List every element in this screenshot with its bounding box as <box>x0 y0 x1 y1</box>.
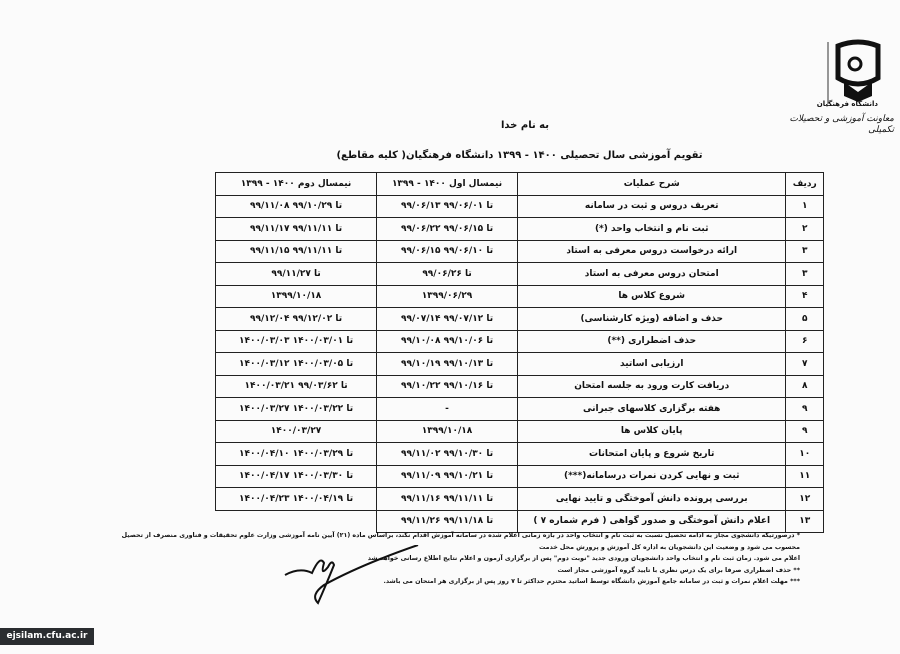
row-number-cell: ۲ <box>786 218 824 241</box>
first-semester-cell: ۹۹/۰۷/۱۴ تا ۹۹/۰۷/۱۲ <box>377 308 518 331</box>
description-cell: حذف اضطراری (**) <box>517 330 786 353</box>
description-cell: تعریف دروس و ثبت در سامانه <box>517 195 786 218</box>
row-number-cell: ۵ <box>786 308 824 331</box>
first-semester-cell: ۱۳۹۹/۱۰/۱۸ <box>377 420 518 443</box>
row-number-cell: ۱۳ <box>786 510 824 533</box>
first-semester-cell: ۹۹/۱۰/۲۲ تا ۹۹/۱۰/۱۶ <box>377 375 518 398</box>
first-semester-cell: ۹۹/۱۱/۲۶ تا ۹۹/۱۱/۱۸ <box>377 510 518 533</box>
footnote: اعلام می شود. زمان ثبت نام و انتخاب واحد دانشجویان ورودی جدید "نوبت دوم" پس از برگزاری آزمون و اعلام نتایج اطلاع رسانی خواهد شد <box>367 555 800 562</box>
description-cell: تاریخ شروع و پایان امتحانات <box>517 443 786 466</box>
footnote: *** مهلت اعلام نمرات و ثبت در سامانه جامع آموزش دانشگاه توسط اساتید محترم حداکثر تا ۷ روز پس از برگزاری هر امتحان می باشد. <box>383 578 800 585</box>
second-semester-cell: ۱۴۰۰/۰۳/۲۱ تا ۹۹/۰۳/۶۲ <box>216 375 377 398</box>
description-cell: بررسی پرونده دانش آموختگی و تایید نهایی <box>517 488 786 511</box>
row-number-cell: ۶ <box>786 330 824 353</box>
table-row <box>216 285 824 308</box>
first-semester-cell: - <box>377 398 518 421</box>
row-number-cell: ۹ <box>786 398 824 421</box>
first-semester-cell: ۹۹/۱۰/۱۹ تا ۹۹/۱۰/۱۳ <box>377 353 518 376</box>
description-cell: هفته برگزاری کلاسهای جبرانی <box>517 398 786 421</box>
table-row <box>216 240 824 263</box>
basmala-heading: به نام خدا <box>500 120 550 131</box>
description-cell: ارزیابی اساتید <box>517 353 786 376</box>
description-cell: دریافت کارت ورود به جلسه امتحان <box>517 375 786 398</box>
academic-calendar-table <box>215 172 824 533</box>
second-semester-cell: ۹۹/۱۱/۲۷ تا <box>216 263 377 286</box>
first-semester-cell: ۹۹/۰۶/۱۵ تا ۹۹/۰۶/۱۰ <box>377 240 518 263</box>
table-row <box>216 488 824 511</box>
second-semester-cell: ۹۹/۱۱/۱۵ تا ۹۹/۱۱/۱۱ <box>216 240 377 263</box>
table-row <box>216 195 824 218</box>
first-semester-cell: ۱۳۹۹/۰۶/۲۹ <box>377 285 518 308</box>
table-row <box>216 443 824 466</box>
description-cell: امتحان دروس معرفی به استاد <box>517 263 786 286</box>
first-semester-cell: ۹۹/۱۱/۱۶ تا ۹۹/۱۱/۱۱ <box>377 488 518 511</box>
description-cell: ارائه درخواست دروس معرفی به استاد <box>517 240 786 263</box>
description-cell: اعلام دانش آموختگی و صدور گواهی ( فرم شماره ۷ ) <box>517 510 786 533</box>
second-semester-cell: ۱۴۰۰/۰۳/۲۷ <box>216 420 377 443</box>
second-semester-cell: ۱۳۹۹/۱۰/۱۸ <box>216 285 377 308</box>
description-cell: ثبت و نهایی کردن نمرات درسامانه(***) <box>517 465 786 488</box>
second-semester-cell: ۹۹/۱۱/۰۸ تا ۹۹/۱۰/۲۹ <box>216 195 377 218</box>
second-semester-cell: ۱۴۰۰/۰۴/۲۳ تا ۱۴۰۰/۰۴/۱۹ <box>216 488 377 511</box>
description-cell: ثبت نام و انتخاب واحد (*) <box>517 218 786 241</box>
footnotes <box>100 530 800 588</box>
table-row <box>216 398 824 421</box>
table-row <box>216 353 824 376</box>
table-row <box>216 330 824 353</box>
table-header-row <box>216 173 824 196</box>
row-number-cell: ۷ <box>786 353 824 376</box>
first-semester-cell: ۹۹/۱۱/۰۹ تا ۹۹/۱۰/۲۱ <box>377 465 518 488</box>
header-first-semester: نیمسال اول ۱۴۰۰ - ۱۳۹۹ <box>377 173 518 196</box>
table-row <box>216 420 824 443</box>
watermark: ejsilam.cfu.ac.ir <box>0 628 94 645</box>
footnote: * درصورتیکه دانشجوی مجاز به ادامه تحصیل نسبت به ثبت نام و انتخاب واحد در بازه زمانی اعلام شده در سامانه آموزش اقدام نکند، براساس ماده (۲۱) آیین نامه آموزشی وزارت علوم تحقیقات و فناوری منصرف از تحصیل محسوب می شود و وضعیت این دانشجویان به اداره کل آموزش و پرورش محل خدمت <box>121 532 800 551</box>
table-row <box>216 465 824 488</box>
row-number-cell: ۹ <box>786 420 824 443</box>
description-cell: حذف و اضافه (ویژه کارشناسی) <box>517 308 786 331</box>
description-cell: پایان کلاس ها <box>517 420 786 443</box>
row-number-cell: ۱۲ <box>786 488 824 511</box>
footnote: ** حذف اضطراری صرفا برای یک درس نظری با تایید گروه آموزشی مجاز است <box>557 566 800 574</box>
table-row <box>216 375 824 398</box>
first-semester-cell: ۹۹/۰۶/۲۶ تا <box>377 263 518 286</box>
first-semester-cell: ۹۹/۰۶/۱۳ تا ۹۹/۰۶/۰۱ <box>377 195 518 218</box>
second-semester-cell: ۱۴۰۰/۰۳/۲۷ تا ۱۴۰۰/۰۳/۲۲ <box>216 398 377 421</box>
second-semester-cell: ۱۴۰۰/۰۴/۱۰ تا ۱۴۰۰/۰۳/۲۹ <box>216 443 377 466</box>
header-row-number: ردیف <box>786 173 824 196</box>
row-number-cell: ۱ <box>786 195 824 218</box>
table-row <box>216 263 824 286</box>
row-number-cell: ۴ <box>786 285 824 308</box>
second-semester-cell: ۱۴۰۰/۰۴/۱۷ تا ۱۴۰۰/۰۳/۳۰ <box>216 465 377 488</box>
logo-department-name: معاونت آموزشی و تحصیلات تکمیلی <box>789 114 894 135</box>
second-semester-cell: ۱۴۰۰/۰۳/۱۲ تا ۱۴۰۰/۰۳/۰۵ <box>216 353 377 376</box>
signature <box>280 545 420 605</box>
row-number-cell: ۱۰ <box>786 443 824 466</box>
header-description: شرح عملیات <box>517 173 786 196</box>
row-number-cell: ۱۱ <box>786 465 824 488</box>
description-cell: شروع کلاس ها <box>517 285 786 308</box>
first-semester-cell: ۹۹/۱۰/۰۸ تا ۹۹/۱۰/۰۶ <box>377 330 518 353</box>
first-semester-cell: ۹۹/۱۱/۰۲ تا ۹۹/۱۰/۳۰ <box>377 443 518 466</box>
logo-university-name: دانشگاه فرهنگیان <box>816 100 878 108</box>
table-row <box>216 218 824 241</box>
header-second-semester: نیمسال دوم ۱۴۰۰ - ۱۳۹۹ <box>216 173 377 196</box>
table-row <box>216 308 824 331</box>
row-number-cell: ۸ <box>786 375 824 398</box>
second-semester-cell: ۱۴۰۰/۰۳/۰۳ تا ۱۴۰۰/۰۳/۰۱ <box>216 330 377 353</box>
second-semester-cell: ۹۹/۱۲/۰۴ تا ۹۹/۱۲/۰۲ <box>216 308 377 331</box>
first-semester-cell: ۹۹/۰۶/۲۲ تا ۹۹/۰۶/۱۵ <box>377 218 518 241</box>
row-number-cell: ۳ <box>786 240 824 263</box>
row-number-cell: ۳ <box>786 263 824 286</box>
second-semester-cell: ۹۹/۱۱/۱۷ تا ۹۹/۱۱/۱۱ <box>216 218 377 241</box>
document-title: تقویم آموزشی سال تحصیلی ۱۴۰۰ - ۱۳۹۹ دانشگاه فرهنگیان( کلیه مقاطع) <box>336 150 703 161</box>
